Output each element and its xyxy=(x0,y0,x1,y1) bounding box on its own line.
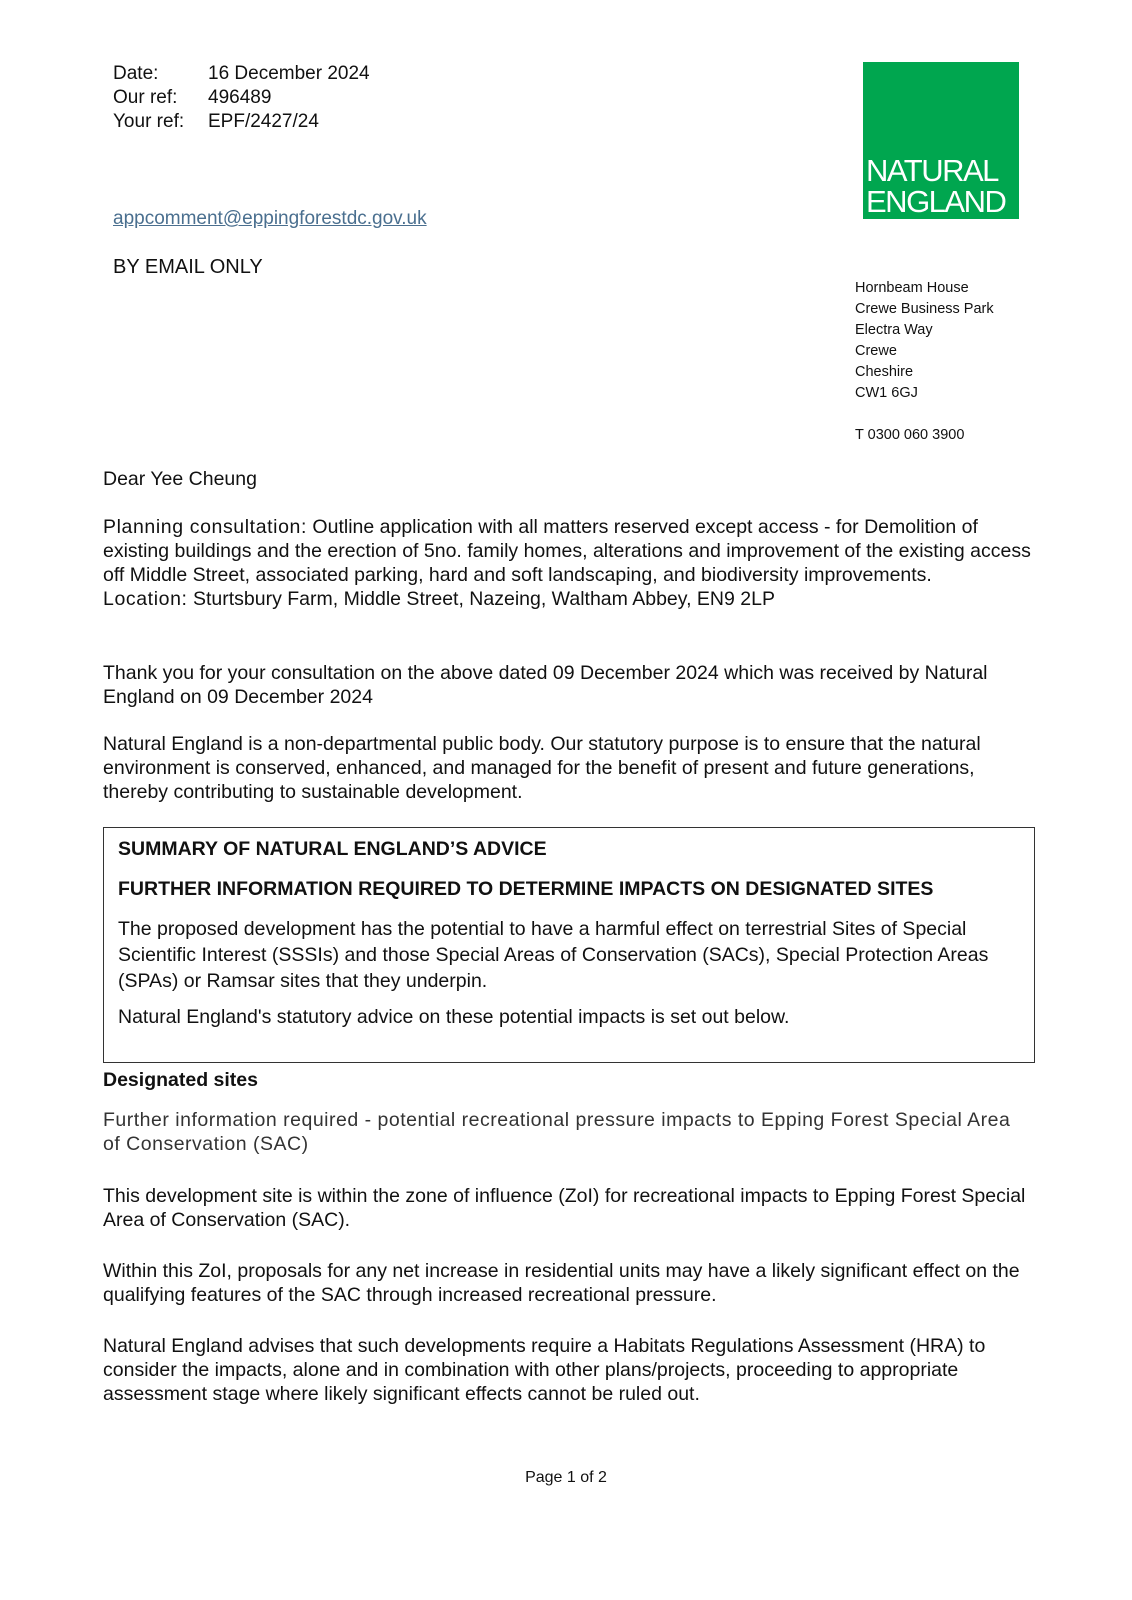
consultation-text: Outline application with all matters reserved except access - for Demolition of existing buildings and the erection of 5no. family homes, alterations and improvement of the existing access off Middle Street, associated parking, hard and soft landscaping, and biodiversity improvements. xyxy=(103,516,1031,586)
page-number: Page 1 of 2 xyxy=(525,1469,607,1486)
designated-sites-heading: Designated sites xyxy=(103,1069,258,1091)
address-line: CW1 6GJ xyxy=(855,385,918,401)
sender-address xyxy=(855,278,994,404)
your-ref-value: EPF/2427/24 xyxy=(208,111,319,132)
summary-subtitle: FURTHER INFORMATION REQUIRED TO DETERMINE IMPACTS ON DESIGNATED SITES xyxy=(118,878,934,900)
hra-paragraph: Natural England advises that such developments require a Habitats Regulations Assessment (HRA) to consider the impacts, alone and in combination with other plans/projects, proceeding to appropriate assessment stage where likely significant effects cannot be ruled out. xyxy=(103,1335,986,1405)
consultation-label: Planning consultation: xyxy=(103,516,308,538)
advice-summary-box xyxy=(103,827,1035,1063)
delivery-method: BY EMAIL ONLY xyxy=(113,256,263,278)
recipient-email-link[interactable]: appcomment@eppingforestdc.gov.uk xyxy=(113,208,427,229)
salutation: Dear Yee Cheung xyxy=(103,468,257,490)
date-row xyxy=(113,62,370,86)
date-label: Date: xyxy=(113,63,159,84)
address-line: Electra Way xyxy=(855,322,933,338)
logo-line-england: ENGLAND xyxy=(866,184,1006,219)
our-ref-row xyxy=(113,86,370,110)
location-text: Sturtsbury Farm, Middle Street, Nazeing, Waltham Abbey, EN9 2LP xyxy=(187,588,775,610)
designated-sites-subheading: Further information required - potential recreational pressure impacts to Epping Forest Special Area of Conservation (SAC) xyxy=(103,1109,1011,1155)
your-ref-label: Your ref: xyxy=(113,111,185,132)
net-increase-paragraph: Within this ZoI, proposals for any net increase in residential units may have a likely significant effect on the qualifying features of the SAC through increased recreational pressure. xyxy=(103,1260,1020,1306)
natural-england-logo xyxy=(863,62,1019,219)
thanks-paragraph: Thank you for your consultation on the above dated 09 December 2024 which was received by Natural England on 09 December 2024 xyxy=(103,662,988,708)
address-line: Hornbeam House xyxy=(855,280,969,296)
sender-phone: T 0300 060 3900 xyxy=(855,427,965,443)
your-ref-row xyxy=(113,110,370,134)
address-line: Crewe xyxy=(855,343,897,359)
our-ref-value: 496489 xyxy=(208,87,272,108)
consultation-paragraph xyxy=(103,515,1043,611)
our-ref-label: Our ref: xyxy=(113,87,178,108)
date-value: 16 December 2024 xyxy=(208,63,370,84)
reference-block xyxy=(113,62,370,134)
logo-line-natural: NATURAL xyxy=(866,153,998,188)
summary-text-advice: Natural England's statutory advice on these potential impacts is set out below. xyxy=(118,1006,790,1028)
summary-text: The proposed development has the potential to have a harmful effect on terrestrial Sites of Special Scientific Interest (SSSIs) and those Special Areas of Conservation (SACs), Special Protection Areas (SPAs) or Ramsar sites that they underpin. xyxy=(118,918,989,992)
address-line: Crewe Business Park xyxy=(855,301,994,317)
summary-title: SUMMARY OF NATURAL ENGLAND’S ADVICE xyxy=(118,838,547,860)
address-line: Cheshire xyxy=(855,364,914,380)
zoi-paragraph: This development site is within the zone of influence (ZoI) for recreational impacts to Epping Forest Special Area of Conservation (SAC). xyxy=(103,1185,1026,1231)
location-label: Location: xyxy=(103,588,188,610)
intro-paragraph: Natural England is a non-departmental public body. Our statutory purpose is to ensure that the natural environment is conserved, enhanced, and managed for the benefit of present and future generations, thereby contributing to sustainable development. xyxy=(103,733,981,803)
